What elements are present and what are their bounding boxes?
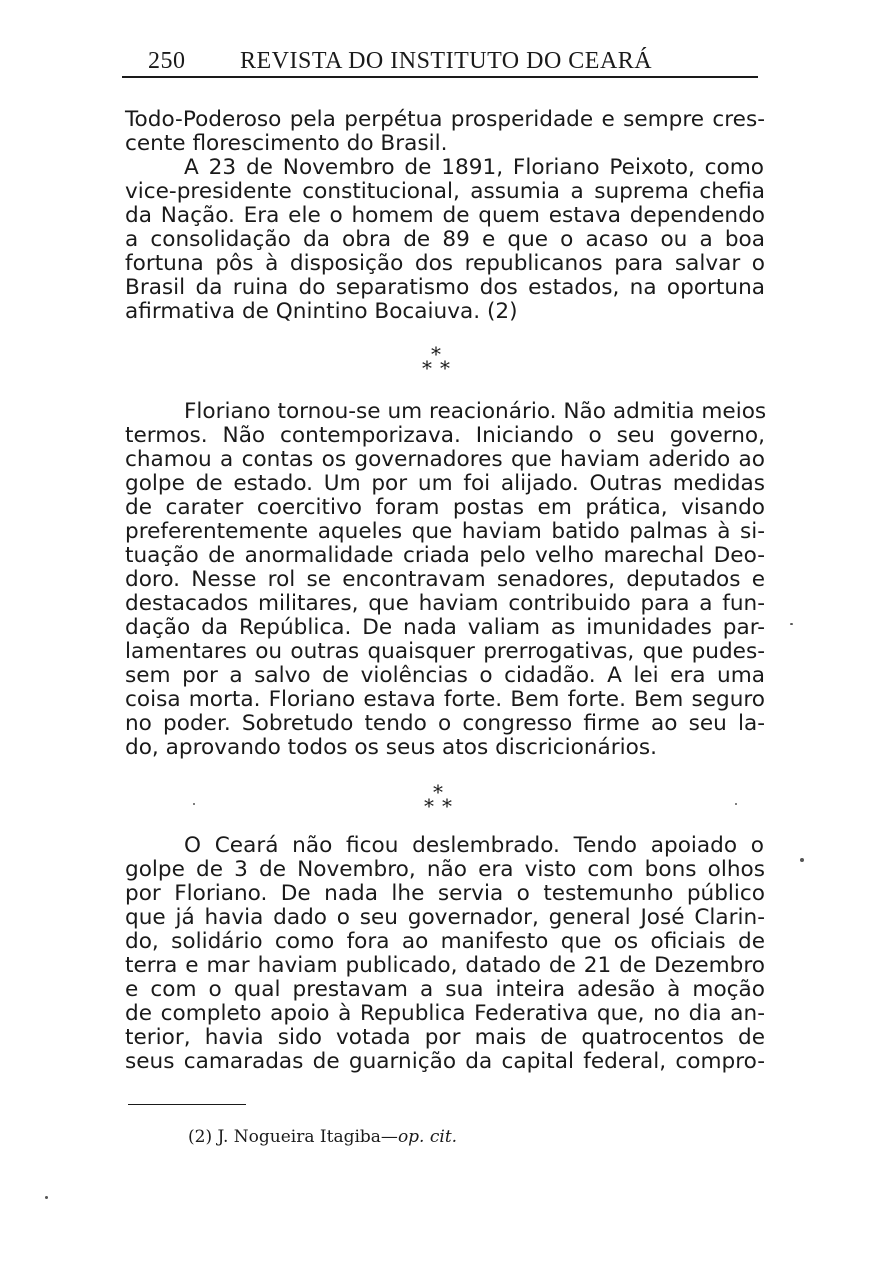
text-line: O Ceará não ficou deslembrado. Tendo apoiado o	[184, 833, 764, 858]
text-line: do, aprovando todos os seus atos discricionários.	[125, 735, 657, 760]
text-line: afirmativa de Qnintino Bocaiuva. (2)	[125, 299, 518, 324]
text-line: Brasil da ruina do separatismo dos estados, na oportuna	[125, 275, 765, 300]
asterisk: *	[424, 794, 434, 818]
asterisk: *	[440, 356, 450, 380]
text-line: do, solidário como fora ao manifesto que os oficiais de	[125, 929, 765, 954]
scan-speck	[45, 1196, 48, 1199]
text-line: preferentemente aqueles que haviam batido palmas à si-	[125, 519, 765, 544]
text-line: destacados militares, que haviam contribuido para a fun-	[125, 591, 765, 616]
text-line: terior, havia sido votada por mais de quatrocentos de	[125, 1025, 765, 1050]
text-line: lamentares ou outras quaisquer prerrogativas, que pudes-	[125, 639, 765, 664]
header-rule	[122, 76, 758, 78]
text-line: doro. Nesse rol se encontravam senadores, deputados e	[125, 567, 765, 592]
asterisk: *	[442, 794, 452, 818]
text-line: no poder. Sobretudo tendo o congresso firme ao seu la-	[125, 711, 765, 736]
text-line: golpe de estado. Um por um foi alijado. Outras medidas	[125, 471, 765, 496]
text-line: seus camaradas de guarnição da capital federal, compro-	[125, 1049, 765, 1074]
text-line: Todo-Poderoso pela perpétua prosperidade e sempre cres-	[125, 107, 765, 132]
text-line: cente florescimento do Brasil.	[125, 131, 448, 156]
text-line: de carater coercitivo foram postas em prática, visando	[125, 495, 765, 520]
text-line: sem por a salvo de violências o cidadão. A lei era uma	[125, 663, 765, 688]
text-line: Floriano tornou-se um reacionário. Não admitia meios	[184, 399, 767, 424]
footnote-marker: (2)	[188, 1127, 213, 1147]
text-line: vice-presidente constitucional, assumia a suprema chefia	[125, 179, 765, 204]
scan-speck	[193, 803, 195, 805]
asterisk: *	[433, 780, 443, 804]
journal-title: REVISTA DO INSTITUTO DO CEARÁ	[240, 48, 653, 74]
section-break-asterism	[420, 780, 480, 820]
text-line: A 23 de Novembro de 1891, Floriano Peixoto, como	[184, 155, 764, 180]
text-line: tuação de anormalidade criada pelo velho marechal Deo-	[125, 543, 765, 568]
text-line: coisa morta. Floriano estava forte. Bem forte. Bem seguro	[125, 687, 765, 712]
footnote-reference: op. cit.	[397, 1127, 458, 1147]
text-line: terra e mar haviam publicado, datado de 21 de Dezembro	[125, 953, 765, 978]
text-line: golpe de 3 de Novembro, não era visto com bons olhos	[125, 857, 765, 882]
scan-speck	[735, 803, 737, 805]
asterisk: *	[431, 342, 441, 366]
text-line: a consolidação da obra de 89 e que o acaso ou a boa	[125, 227, 765, 252]
asterisk: *	[422, 356, 432, 380]
text-line: fortuna pôs à disposição dos republicanos para salvar o	[125, 251, 765, 276]
section-break-asterism	[418, 342, 478, 382]
text-line: e com o qual prestavam a sua inteira adesão à moção	[125, 977, 765, 1002]
page-number: 250	[148, 48, 186, 74]
text-line: de completo apoio à Republica Federativa que, no dia an-	[125, 1001, 765, 1026]
footnote-author: J. Nogueira Itagiba—	[217, 1127, 398, 1147]
text-line: por Floriano. De nada lhe servia o testemunho público	[125, 881, 765, 906]
text-line: termos. Não contemporizava. Iniciando o seu governo,	[125, 423, 765, 448]
footnote	[188, 1126, 457, 1148]
scan-speck	[800, 858, 804, 862]
text-line: dação da República. De nada valiam as imunidades par-	[125, 615, 765, 640]
text-line: da Nação. Era ele o homem de quem estava dependendo	[125, 203, 765, 228]
footnote-rule	[128, 1104, 246, 1105]
text-line: chamou a contas os governadores que haviam aderido ao	[125, 447, 765, 472]
text-line: que já havia dado o seu governador, general José Clarin-	[125, 905, 765, 930]
scan-speck	[790, 623, 793, 625]
